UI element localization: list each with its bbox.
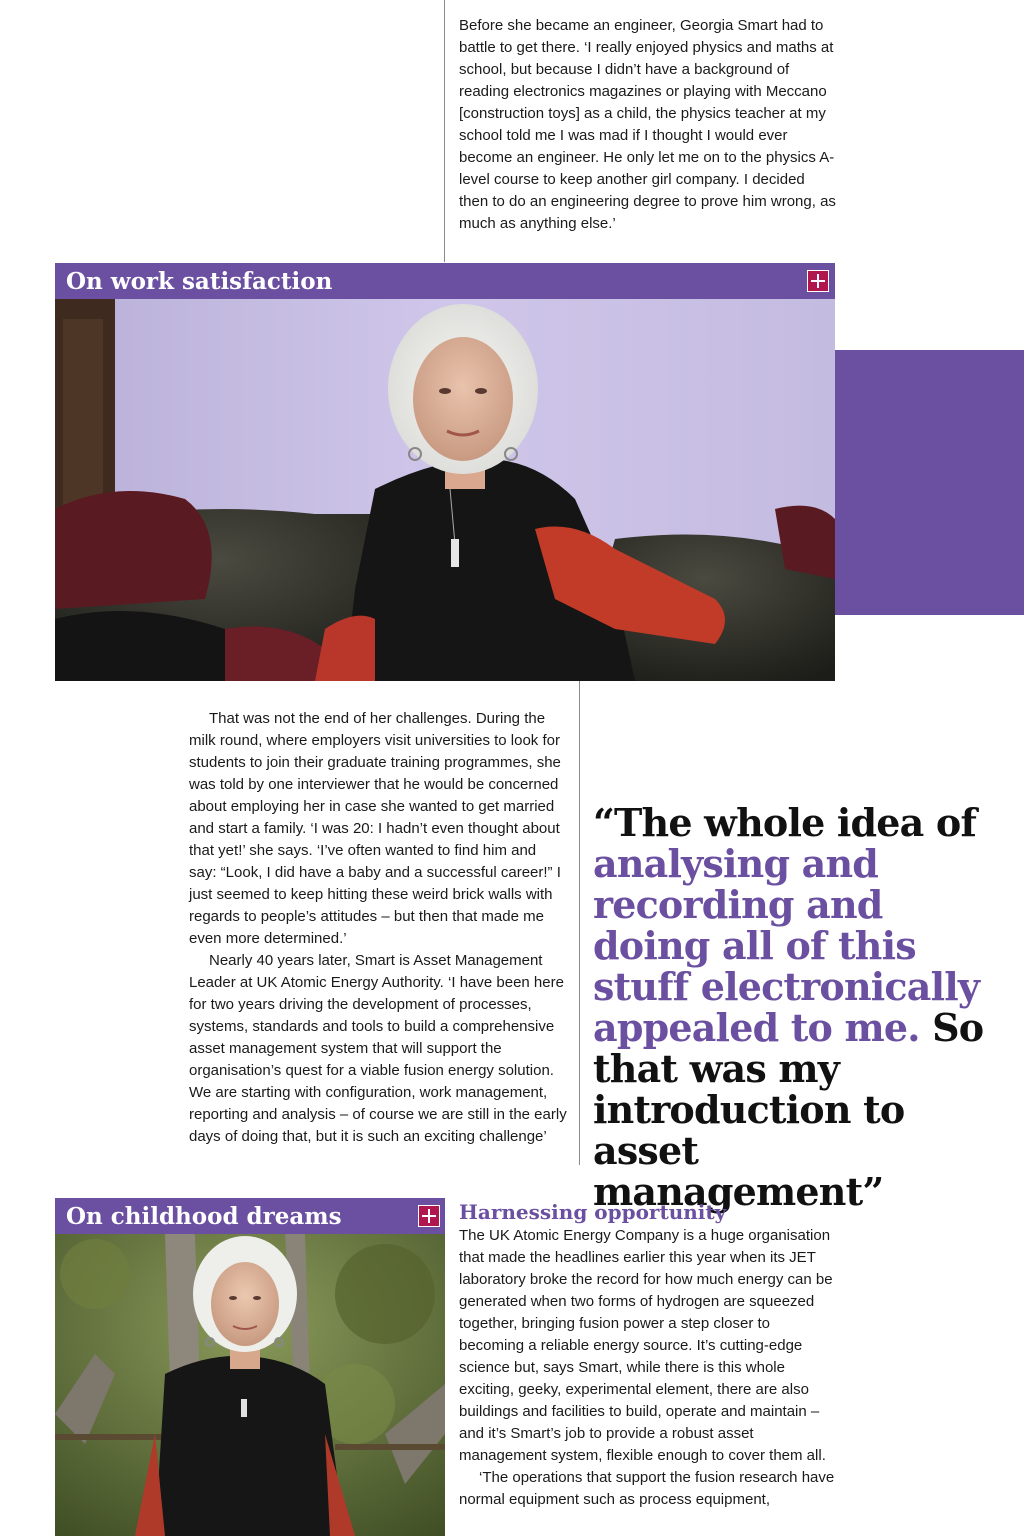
harnessing-section xyxy=(459,1199,839,1511)
paragraph-nearly-40-years: Nearly 40 years later, Smart is Asset Management Leader at UK Atomic Energy Authority. ‘I have been here for two years driving the development of processes, systems, standards and tools to build a comprehensive asset management system that will support the organisation’s quest for a viable fusion energy solution. We are starting with configuration, work management, reporting and analysis – of course we are still in the early days of doing that, but it is such an exciting challenge’ xyxy=(189,952,567,1145)
pull-quote-part1: “The whole idea of xyxy=(593,800,977,845)
section-paragraph-1: The UK Atomic Energy Company is a huge organisation that made the headlines earlier this year when its JET laboratory broke the record for how much energy can be generated when two forms of hydrogen are squeezed together, bringing fusion power a step closer to becoming a reliable energy source. It’s cutting-edge science but, says Smart, while there is this whole exciting, geeky, experimental element, there are also buildings and facilities to build, operate and maintain – and it’s Smart’s job to provide a robust asset management system, flexible enough to cover them all. xyxy=(459,1227,833,1464)
section-paragraph-2: ‘The operations that support the fusion research have normal equipment such as process equipment, xyxy=(459,1469,835,1508)
column-rule-middle xyxy=(579,681,580,1165)
pull-quote-part2: So that was my introduction to asset management” xyxy=(593,1005,984,1214)
column-rule-top xyxy=(444,0,445,262)
work-satisfaction-plus-icon[interactable] xyxy=(807,270,829,292)
childhood-dreams-plus-icon[interactable] xyxy=(418,1205,440,1227)
work-satisfaction-bar[interactable] xyxy=(55,263,835,299)
childhood-dreams-photo[interactable] xyxy=(55,1234,445,1536)
paragraph-milk-round: That was not the end of her challenges. During the milk round, where employers visit universities to look for students to join their graduate training programmes, she was told by one interviewer that he would be concerned about employing her in case she wanted to get married and start a family. ‘I was 20: I hadn’t even thought about that yet!’ she says. ‘I’ve often wanted to find him and say: “Look, I did have a baby and a successful career!” I just seemed to keep hitting these weird brick walls with regards to people’s attitudes – but then that made me even more determined.’ xyxy=(189,710,561,947)
pull-quote-text xyxy=(593,802,993,1212)
middle-text xyxy=(189,708,567,1148)
pull-quote-highlight: analysing and recording and doing all of this stuff electronically appealed to me. xyxy=(593,841,980,1050)
childhood-dreams-bar[interactable] xyxy=(55,1198,445,1234)
intro-paragraph: Before she became an engineer, Georgia Smart had to battle to get there. ‘I really enjoyed physics and maths at school, but because I didn’t have a background of reading electronics magazines or playing with Meccano [construction toys] as a child, the physics teacher at my school told me I was mad if I thought I would ever become an engineer. He only let me on to the physics A-level course to keep another girl company. I decided then to do an engineering degree to prove him wrong, as much as anything else.’ xyxy=(459,17,836,232)
accent-block xyxy=(835,350,1024,615)
woman-by-tree-photo xyxy=(55,1234,445,1536)
work-satisfaction-photo[interactable] xyxy=(55,299,835,681)
woman-on-sofa-photo xyxy=(55,299,835,681)
childhood-dreams-title: On childhood dreams xyxy=(66,1202,342,1230)
section-heading: Harnessing opportunity xyxy=(459,1200,727,1224)
work-satisfaction-title: On work satisfaction xyxy=(66,267,333,295)
pull-quote xyxy=(593,802,993,1212)
